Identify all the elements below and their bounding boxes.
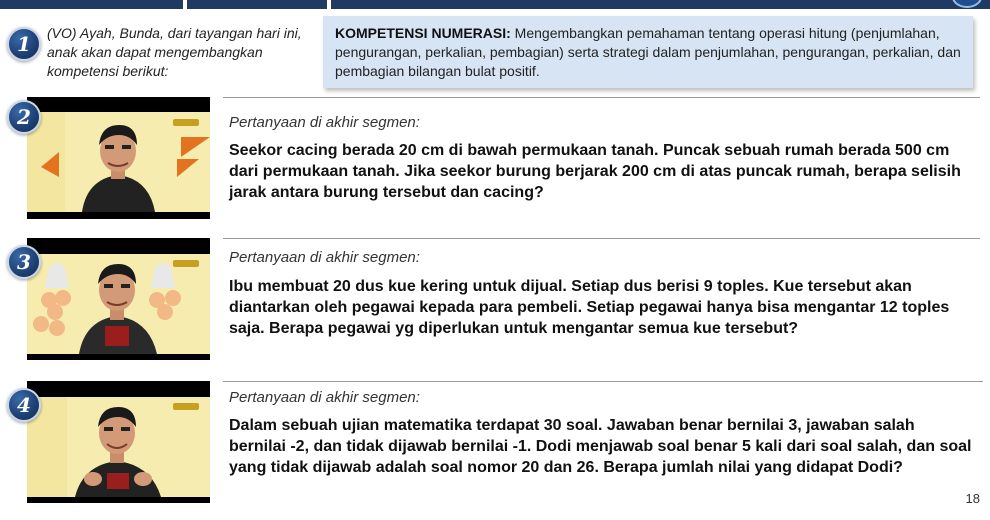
question-text: Dalam sebuah ujian matematika terdapat 30 soal. Jawaban benar bernilai 3, jawaban salah bernilai -2, dan tidak dijawab bernilai -1. Dodi menjawab soal benar 5 kali dari soal salah, dan soal yang tidak dijawab adalah soal nomor 20 dan 26. Berapa jumlah nilai yang didapat Dodi? [229,417,972,476]
question-label: Pertanyaan di akhir segmen: [229,389,420,406]
header-bar-left [0,0,183,9]
video-thumbnail[interactable] [27,381,210,503]
header-bar-right [331,0,990,9]
question-label: Pertanyaan di akhir segmen: [229,114,420,131]
question-text: Seekor cacing berada 20 cm di bawah permukaan tanah. Puncak sebuah rumah berada 500 cm dari permukaan tanah. Jika seekor burung berjarak 200 cm di atas puncak rumah, berapa selisih jarak antara burung tersebut dan cacing? [229,142,961,201]
question-text: Ibu membuat 20 dus kue kering untuk dijual. Setiap dus berisi 9 toples. Kue tersebut akan diantarkan oleh pegawai kepada para pembeli. Setiap pegawai hanya bisa mengantar 12 toples saja. Berapa pegawai yg diperlukan untuk mengantar semua kue tersebut? [229,278,950,337]
kompetensi-box [323,16,973,88]
divider-line [223,97,980,98]
kompetensi-text: Mengembangkan pemahaman tentang operasi hitung (penjumlahan, pengurangan, perkalian, pembagian) serta strategi dalam penjumlahan, pengurangan, perkalian, dan pembagian bilangan bulat positif. [335,25,961,79]
section-number-badge-1: 1 [7,27,41,61]
video-thumbnail[interactable] [27,238,210,360]
video-thumbnail[interactable] [27,97,210,219]
kompetensi-label: KOMPETENSI NUMERASI: [335,25,511,41]
section-number-badge-4: 4 [7,388,41,422]
section-number-badge-3: 3 [7,245,41,279]
question-label: Pertanyaan di akhir segmen: [229,249,420,266]
presenter-video-thumbnail-icon [27,381,210,503]
divider-line [223,238,980,239]
presenter-video-thumbnail-icon [27,97,210,219]
header-bar-middle [187,0,327,9]
presenter-video-thumbnail-icon [27,238,210,360]
section-number-badge-2: 2 [7,100,41,134]
page-number: 18 [965,491,980,506]
divider-line [223,381,983,382]
voice-over-text: (VO) Ayah, Bunda, dari tayangan hari ini, anak akan dapat mengembangkan kompetensi berikut: [47,25,302,79]
